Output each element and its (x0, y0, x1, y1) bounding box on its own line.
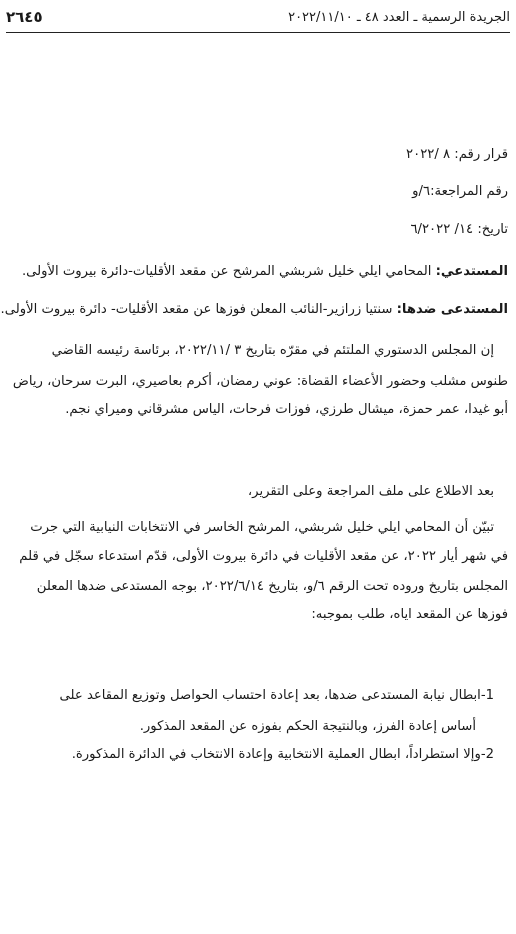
council-line-3: أبو غيدا، عمر حمزة، ميشال طرزي، فوزات فرحات، الياس مشرقاني وميراي نجم. (65, 402, 508, 417)
gazette-title: الجريدة الرسمية ـ العدد ٤٨ ـ ٢٠٢٢/١١/١٠ (288, 10, 510, 25)
council-line-1: إن المجلس الدستوري الملتئم في مقرّه بتاريخ ٣ /٢٠٢٢/١١، برئاسة رئيسه القاضي (51, 343, 494, 358)
review-line-3: المجلس بتاريخ وروده تحت الرقم ٦/و، بتاريخ ٢٠٢٢/٦/١٤، بوجه المستدعى ضدها المعلن (36, 579, 508, 594)
page-number: ٢٦٤٥ (6, 8, 43, 26)
header-divider (6, 32, 510, 33)
request-item-1-cont: أساس إعادة الفرز، وبالنتيجة الحكم بفوزه عن المقعد المذكور. (139, 719, 476, 734)
respondent-label: المستدعى ضدها: (396, 302, 508, 317)
council-line-2: طنوس مشلب وحضور الأعضاء القضاة: عوني رمضان، أكرم بعاصيري، البرت سرحان، رياض (12, 374, 508, 389)
review-line-1: تبيّن أن المحامي ايلي خليل شربشي، المرشح الخاسر في الانتخابات النيابية التي جرت (30, 520, 494, 535)
page-header (6, 6, 510, 34)
request-item-1: 1-ابطال نيابة المستدعى ضدها، بعد إعادة احتساب الحواصل وتوزيع المقاعد على (59, 688, 494, 703)
appellant-text: المحامي ايلي خليل شربشي المرشح عن مقعد الأقليات-دائرة بيروت الأولى. (21, 264, 436, 279)
respondent-line (0, 300, 508, 320)
appellant-label: المستدعي: (435, 264, 508, 279)
review-line-2: في شهر أيار ٢٠٢٢، عن مقعد الأقليات في دائرة بيروت الأولى، قدّم استدعاء سجّل في قلم (19, 549, 508, 564)
request-item-2: 2-وإلا استطراداً، ابطال العملية الانتخابية وإعادة الانتخاب في الدائرة المذكورة. (71, 747, 494, 762)
review-number: رقم المراجعة:٦/و (412, 184, 508, 199)
decision-number: قرار رقم: ٨ /٢٠٢٢ (406, 147, 508, 162)
review-line-4: فوزها عن المقعد اياه، طلب بموجبه: (311, 607, 508, 622)
appellant-line (8, 262, 508, 282)
respondent-text: سنتيا زرازير-النائب المعلن فوزها عن مقعد الأقليات- دائرة بيروت الأولى. (0, 302, 397, 317)
review-intro: بعد الاطلاع على ملف المراجعة وعلى التقرير، (247, 484, 494, 499)
decision-date: تاريخ: ١٤/ ٦/٢٠٢٢ (410, 222, 508, 237)
